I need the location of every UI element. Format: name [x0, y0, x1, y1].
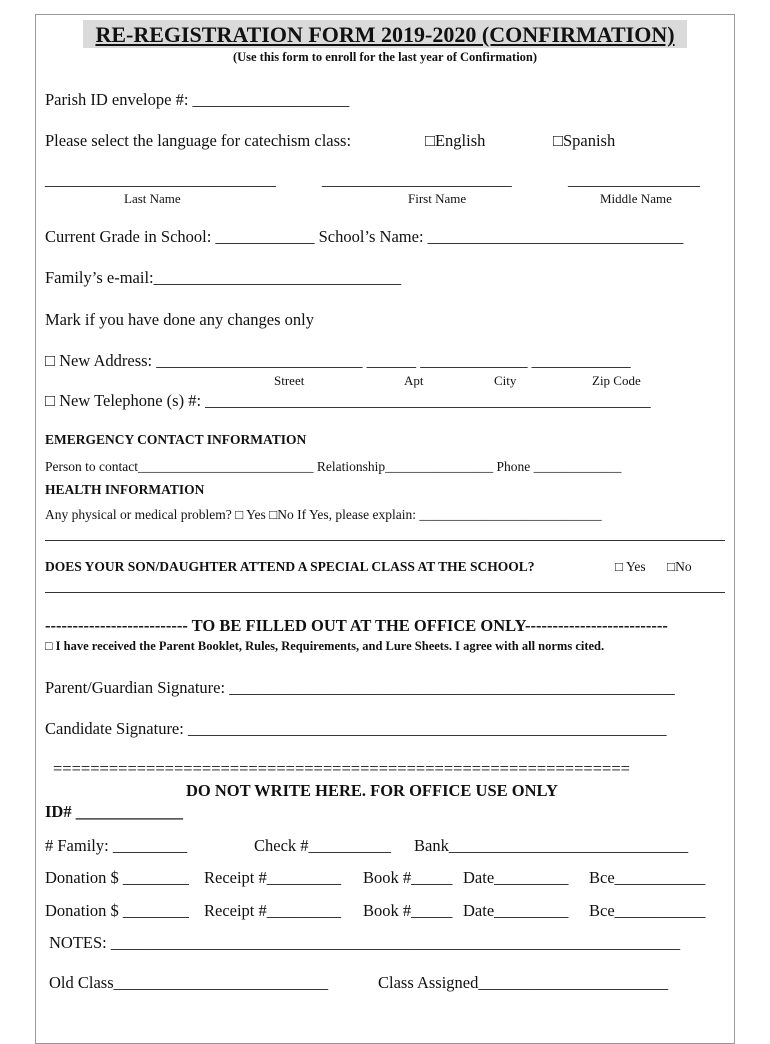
form-subtitle: (Use this form to enroll for the last year of Confirmation) — [232, 50, 538, 64]
date-field[interactable]: Date_________ — [463, 901, 569, 920]
health-explain-line[interactable] — [45, 540, 725, 541]
form-title: RE-REGISTRATION FORM 2019-2020 (CONFIRMATION) — [83, 20, 687, 48]
apt-caption: Apt — [404, 373, 424, 388]
new-telephone-field[interactable]: □ New Telephone (s) #: ______________________________________________________ — [45, 391, 651, 410]
separator-line: ============================================================== — [53, 759, 630, 778]
street-caption: Street — [274, 373, 305, 388]
first-name-field[interactable]: _______________________ — [322, 170, 512, 189]
health-heading: HEALTH INFORMATION — [45, 482, 205, 497]
office-use-heading: DO NOT WRITE HERE. FOR OFFICE USE ONLY — [186, 781, 558, 800]
book-field[interactable]: Book #_____ — [363, 901, 453, 920]
health-problem-field[interactable]: Any physical or medical problem? □ Yes □No If Yes, please explain: ___________________________ — [45, 507, 602, 522]
class-assigned-field[interactable]: Class Assigned_______________________ — [378, 973, 669, 992]
special-class-line[interactable] — [45, 592, 725, 593]
spanish-checkbox[interactable]: □Spanish — [553, 131, 616, 150]
middle-name-caption: Middle Name — [600, 191, 672, 206]
parish-id-field[interactable]: Parish ID envelope #: ___________________ — [45, 90, 350, 109]
english-checkbox[interactable]: □English — [425, 131, 486, 150]
acknowledgment-checkbox[interactable]: □ I have received the Parent Booklet, Rules, Requirements, and Lure Sheets. I agree with all norms cited. — [45, 639, 605, 653]
bce-field[interactable]: Bce___________ — [589, 901, 706, 920]
check-number-field[interactable]: Check #__________ — [254, 836, 392, 855]
special-class-no[interactable]: □No — [667, 559, 692, 574]
old-class-field[interactable]: Old Class__________________________ — [49, 973, 329, 992]
last-name-field[interactable]: ____________________________ — [45, 170, 276, 189]
notes-field[interactable]: NOTES: _____________________________________________________________________ — [49, 933, 681, 952]
office-only-banner: -------------------------- TO BE FILLED OUT AT THE OFFICE ONLY-------------------------- — [45, 616, 668, 635]
form-border — [35, 14, 735, 1044]
donation-field[interactable]: Donation $ ________ — [45, 868, 189, 887]
language-prompt: Please select the language for catechism class: — [45, 131, 352, 150]
bce-field[interactable]: Bce___________ — [589, 868, 706, 887]
emergency-contact-field[interactable]: Person to contact__________________________ Relationship________________ Phone _____________ — [45, 459, 622, 474]
first-name-caption: First Name — [408, 191, 467, 206]
donation-field[interactable]: Donation $ ________ — [45, 901, 189, 920]
new-address-field[interactable]: □ New Address: _________________________ ______ _____________ ____________ — [45, 351, 631, 370]
special-class-yes[interactable]: □ Yes — [615, 559, 646, 574]
candidate-signature-field[interactable]: Candidate Signature: __________________________________________________________ — [45, 719, 667, 738]
bank-field[interactable]: Bank_____________________________ — [414, 836, 689, 855]
office-id-field[interactable]: ID# _____________ — [45, 802, 183, 821]
city-caption: City — [494, 373, 517, 388]
last-name-caption: Last Name — [124, 191, 181, 206]
family-number-field[interactable]: # Family: _________ — [45, 836, 188, 855]
date-field[interactable]: Date_________ — [463, 868, 569, 887]
emergency-heading: EMERGENCY CONTACT INFORMATION — [45, 432, 307, 447]
parent-signature-field[interactable]: Parent/Guardian Signature: ______________________________________________________ — [45, 678, 675, 697]
grade-school-field[interactable]: Current Grade in School: ____________ School’s Name: _______________________________ — [45, 227, 684, 246]
middle-name-field[interactable]: ________________ — [568, 170, 700, 189]
changes-instruction: Mark if you have done any changes only — [45, 310, 314, 329]
book-field[interactable]: Book #_____ — [363, 868, 453, 887]
receipt-field[interactable]: Receipt #_________ — [204, 868, 342, 887]
family-email-field[interactable]: Family’s e-mail:______________________________ — [45, 268, 402, 287]
receipt-field[interactable]: Receipt #_________ — [204, 901, 342, 920]
special-class-question: DOES YOUR SON/DAUGHTER ATTEND A SPECIAL CLASS AT THE SCHOOL? — [45, 559, 535, 574]
zip-code-caption: Zip Code — [592, 373, 641, 388]
